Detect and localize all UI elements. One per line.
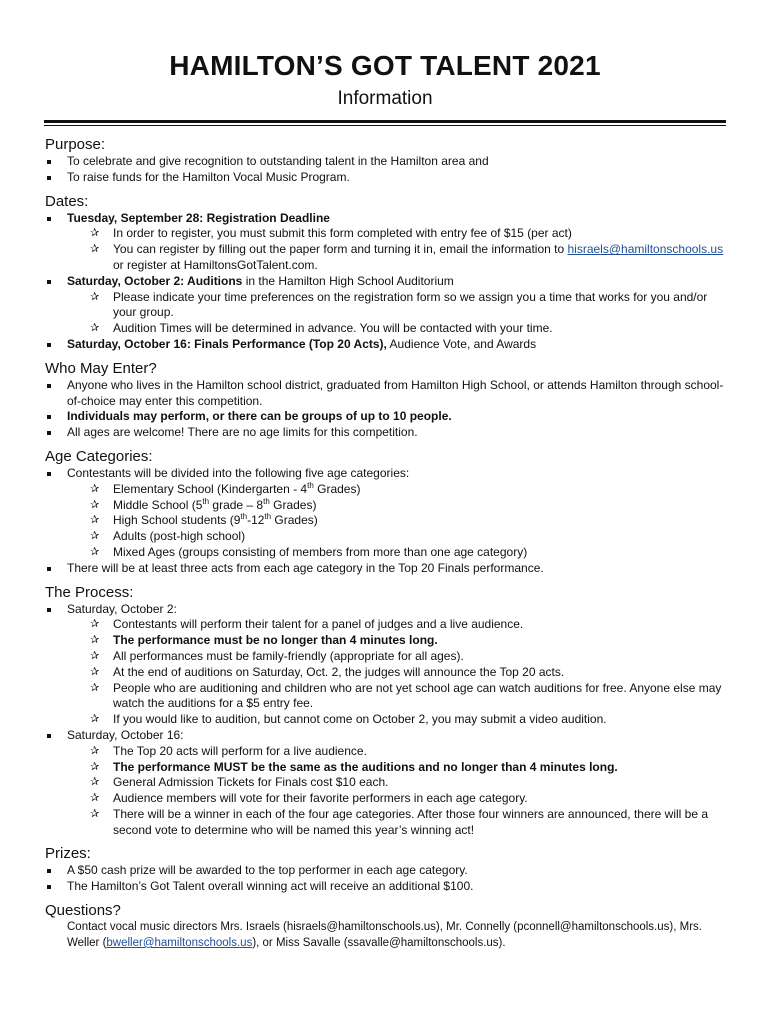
- sub-list-item: [45, 321, 730, 337]
- sub-item-text: Mixed Ages (groups consisting of members from more than one age category): [113, 544, 528, 559]
- auditions-location-text: in the Hamilton High School Auditorium: [242, 273, 454, 288]
- sub-item-text: Grades): [269, 497, 317, 512]
- sub-item-text: At the end of auditions on Saturday, Oct. 2, the judges will announce the Top 20 acts.: [113, 664, 565, 679]
- list-item: [45, 879, 730, 895]
- list-item: [45, 561, 730, 577]
- sub-list-item: [45, 498, 730, 514]
- superscript: th: [263, 496, 270, 506]
- star-outline-icon: ✰: [90, 665, 100, 678]
- sub-item-text: High School students (9: [113, 513, 241, 528]
- star-outline-icon: ✰: [90, 681, 100, 694]
- document-body: [45, 132, 730, 952]
- sub-item-text: Audience members will vote for their favorite performers in each age category.: [113, 791, 528, 806]
- star-outline-icon: ✰: [90, 713, 100, 726]
- star-outline-icon: ✰: [90, 545, 100, 558]
- contact-text: Contact vocal music directors Mrs. Israels (hisraels@hamiltonschools.us), Mr. Connelly (pconnell@hamiltonschools.us), Mrs. Weller (: [67, 921, 702, 949]
- sub-item-text: All performances must be family-friendly (appropriate for all ages).: [113, 648, 464, 663]
- sub-list-item: [45, 712, 730, 728]
- prizes-heading: Prizes:: [45, 845, 91, 863]
- sub-list-item: [45, 617, 730, 633]
- prizes-section: [45, 844, 730, 895]
- sub-item-text: The Top 20 acts will perform for a live audience.: [113, 743, 367, 758]
- star-outline-icon: ✰: [90, 530, 100, 543]
- star-outline-icon: ✰: [90, 514, 100, 527]
- list-item: [45, 378, 730, 410]
- list-item: [45, 409, 730, 425]
- sub-item-text: General Admission Tickets for Finals cost $10 each.: [113, 775, 389, 790]
- contact-paragraph: [45, 920, 730, 952]
- questions-heading: Questions?: [45, 902, 121, 920]
- sub-list-item: [45, 513, 730, 529]
- list-item-text: Saturday, October 2:: [67, 601, 177, 616]
- square-bullet-icon: [47, 343, 51, 347]
- list-item: [45, 728, 730, 839]
- sub-item-text: Contestants will perform their talent for a panel of judges and a live audience.: [113, 617, 524, 632]
- sub-list-item: [45, 665, 730, 681]
- who-list: [45, 378, 730, 441]
- square-bullet-icon: [47, 217, 51, 221]
- questions-section: [45, 901, 730, 952]
- star-outline-icon: ✰: [90, 618, 100, 631]
- email-link-bweller[interactable]: bweller@hamiltonschools.us: [106, 936, 253, 949]
- prizes-list: [45, 863, 730, 895]
- page-title: HAMILTON’S GOT TALENT 2021: [169, 50, 601, 81]
- list-item: [45, 170, 730, 186]
- star-outline-icon: ✰: [90, 634, 100, 647]
- list-item-text: The Hamilton’s Got Talent overall winning act will receive an additional $100.: [67, 879, 474, 894]
- finals-detail-text: Audience Vote, and Awards: [386, 336, 537, 351]
- sub-item-text: grade – 8: [209, 497, 264, 512]
- sub-list-item: [45, 290, 730, 322]
- star-outline-icon: ✰: [90, 227, 100, 240]
- sub-item-text: Audition Times will be determined in advance. You will be contacted with your time.: [113, 321, 553, 336]
- list-item-text: Contestants will be divided into the following five age categories:: [67, 465, 410, 480]
- sub-list-item: [45, 791, 730, 807]
- sub-list: [45, 744, 730, 839]
- star-outline-icon: ✰: [90, 776, 100, 789]
- star-outline-icon: ✰: [90, 243, 100, 256]
- registration-deadline-text: Tuesday, September 28: Registration Deadline: [67, 210, 330, 225]
- process-section: [45, 583, 730, 839]
- age-list: [45, 466, 730, 577]
- sub-list-item: [45, 545, 730, 561]
- sub-list-item: [45, 226, 730, 242]
- sub-list-item: [45, 775, 730, 791]
- square-bullet-icon: [47, 384, 51, 388]
- dates-heading: Dates:: [45, 192, 89, 210]
- list-item-text: All ages are welcome! There are no age limits for this competition.: [67, 425, 418, 440]
- sub-item-text: or register at HamiltonsGotTalent.com.: [113, 257, 318, 272]
- list-item: [45, 211, 730, 274]
- finals-date-text: Saturday, October 16: Finals Performance (Top 20 Acts),: [67, 336, 387, 351]
- sub-list-item: [45, 681, 730, 713]
- superscript: th: [240, 512, 248, 522]
- sub-list: [45, 290, 730, 337]
- sub-item-text: Middle School (5: [113, 497, 203, 512]
- star-outline-icon: ✰: [90, 744, 100, 757]
- sub-list-item: [45, 744, 730, 760]
- square-bullet-icon: [47, 608, 51, 612]
- purpose-section: [45, 135, 730, 186]
- email-link-hisraels[interactable]: hisraels@hamiltonschools.us: [567, 242, 724, 257]
- sub-item-text: There will be a winner in each of the four age categories. After those four winners are announced, there will be a second vote to determine who will be named this year’s winning act!: [113, 806, 709, 837]
- auditions-date-text: Saturday, October 2: Auditions: [67, 273, 243, 288]
- star-outline-icon: ✰: [90, 498, 100, 511]
- title-divider-thick: [44, 120, 726, 123]
- list-item-text: A $50 cash prize will be awarded to the top performer in each age category.: [67, 863, 468, 878]
- square-bullet-icon: [47, 431, 51, 435]
- sub-item-text: Grades): [271, 513, 318, 528]
- superscript: th: [264, 512, 272, 522]
- star-outline-icon: ✰: [90, 649, 100, 662]
- list-item-text: Saturday, October 16:: [67, 727, 184, 742]
- process-heading: The Process:: [45, 583, 134, 601]
- sub-item-text: -12: [247, 513, 265, 528]
- square-bullet-icon: [47, 415, 51, 419]
- star-outline-icon: ✰: [90, 322, 100, 335]
- square-bullet-icon: [47, 869, 51, 873]
- star-outline-icon: ✰: [90, 760, 100, 773]
- sub-item-text: If you would like to audition, but cannot come on October 2, you may submit a video audition.: [113, 712, 607, 727]
- sub-list-item: [45, 807, 730, 839]
- sub-list-item: [45, 242, 730, 274]
- square-bullet-icon: [47, 567, 51, 571]
- superscript: th: [307, 480, 314, 490]
- sub-item-text: Adults (post-high school): [113, 529, 246, 544]
- star-outline-icon: ✰: [90, 807, 100, 820]
- square-bullet-icon: [47, 885, 51, 889]
- sub-list-item: [45, 633, 730, 649]
- star-outline-icon: ✰: [90, 290, 100, 303]
- list-item: [45, 863, 730, 879]
- process-list: [45, 602, 730, 839]
- star-outline-icon: ✰: [90, 482, 100, 495]
- list-item-text: Anyone who lives in the Hamilton school district, graduated from Hamilton High School, or attends Hamilton through school-of-choice may enter this competition.: [67, 377, 724, 408]
- page-subtitle: Information: [337, 88, 433, 109]
- star-outline-icon: ✰: [90, 792, 100, 805]
- list-item-text: There will be at least three acts from each age category in the Top 20 Finals performance.: [67, 560, 544, 575]
- list-item: [45, 337, 730, 353]
- sub-item-text: The performance must be no longer than 4 minutes long.: [113, 633, 438, 648]
- list-item-text: To celebrate and give recognition to outstanding talent in the Hamilton area and: [67, 154, 489, 168]
- age-heading: Age Categories:: [45, 447, 153, 465]
- list-item: [45, 466, 730, 561]
- square-bullet-icon: [47, 280, 51, 284]
- sub-list-item: [45, 649, 730, 665]
- dates-list: [45, 211, 730, 353]
- sub-list: [45, 482, 730, 561]
- sub-list-item: [45, 529, 730, 545]
- sub-item-text: In order to register, you must submit this form completed with entry fee of $15 (per act): [113, 226, 572, 241]
- contact-text: ), or Miss Savalle (ssavalle@hamiltonschools.us).: [252, 936, 506, 949]
- dates-section: [45, 192, 730, 353]
- who-heading: Who May Enter?: [45, 359, 157, 377]
- sub-list: [45, 226, 730, 273]
- sub-item-text: The performance MUST be the same as the auditions and no longer than 4 minutes long.: [113, 759, 618, 774]
- title-divider-thin: [44, 125, 726, 126]
- superscript: th: [202, 496, 210, 506]
- sub-item-text: Grades): [313, 481, 361, 496]
- who-section: [45, 359, 730, 441]
- sub-list-item: [45, 482, 730, 498]
- square-bullet-icon: [47, 734, 51, 738]
- list-item: [45, 602, 730, 728]
- sub-list-item: [45, 760, 730, 776]
- sub-item-text: Elementary School (Kindergarten - 4: [113, 481, 308, 496]
- purpose-list: [45, 154, 730, 186]
- sub-item-text: Please indicate your time preferences on the registration form so we assign you a time that works for you and/or your group.: [113, 289, 708, 320]
- purpose-heading: Purpose:: [45, 136, 106, 153]
- list-item: [45, 425, 730, 441]
- square-bullet-icon: [47, 160, 51, 164]
- square-bullet-icon: [47, 176, 51, 180]
- age-section: [45, 447, 730, 577]
- list-item: [45, 274, 730, 337]
- sub-item-text: You can register by filling out the paper form and turning it in, email the information to: [113, 242, 565, 257]
- list-item-text: To raise funds for the Hamilton Vocal Music Program.: [67, 169, 350, 184]
- square-bullet-icon: [47, 472, 51, 476]
- list-item: [45, 154, 730, 170]
- sub-list: [45, 617, 730, 728]
- list-item-text: Individuals may perform, or there can be groups of up to 10 people.: [67, 409, 452, 424]
- sub-item-text: People who are auditioning and children who are not yet school age can watch auditions for free. Anyone else may watch the auditions for a $5 entry fee.: [113, 680, 722, 711]
